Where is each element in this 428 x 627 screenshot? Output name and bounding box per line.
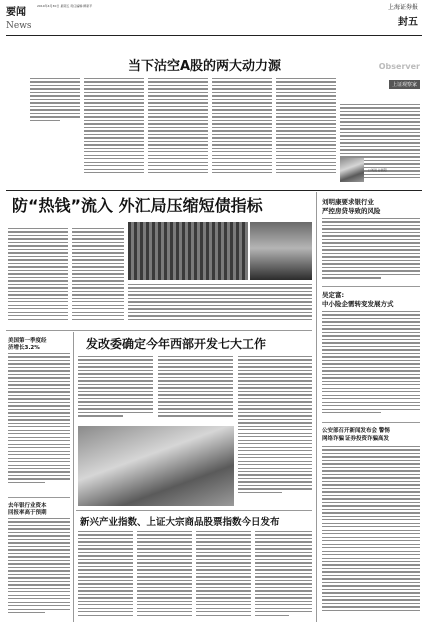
section-title-en: News (6, 21, 32, 31)
left-column-divider (73, 332, 74, 622)
section-rule (6, 190, 422, 191)
observer-badge (379, 62, 420, 90)
paper-name: 上海证券报 (387, 4, 418, 11)
left-brief-1-headline: 美国第一季度经 (8, 338, 47, 344)
bottom-story-col-2 (137, 531, 192, 622)
bottom-story-col-4 (255, 531, 312, 622)
issue-date: 2010年4月30日 星期五 责任编辑:柳新平 (37, 4, 93, 8)
mid-story-headline: 发改委确定今年西部开发七大工作 (86, 337, 267, 351)
mid-story-col-3 (238, 356, 312, 506)
page-number: 封五 (398, 17, 418, 28)
masthead (388, 2, 418, 28)
right-story-3-headline-2: 网络诈骗 (322, 436, 345, 442)
top-story-col-2 (148, 78, 208, 178)
right-story-3-headline-3: 证券投资诈骗高发 (345, 436, 390, 442)
top-story-col-1 (84, 78, 144, 178)
left-brief-1-text (8, 353, 70, 493)
bottom-rule (76, 510, 312, 511)
author-name: □刘进 谷晨阳 (368, 168, 387, 172)
right-divider-1 (322, 286, 420, 287)
mid-story-photo (78, 426, 234, 506)
right-story-1-headline-2: 严控房贷导致的风险 (322, 207, 381, 215)
lead-photo-2 (250, 222, 312, 280)
left-brief-1-headline-2: 济增长3.2% (8, 345, 40, 351)
mid-story-lead (78, 356, 153, 422)
top-story-col-3 (212, 78, 272, 178)
left-brief-2-text (8, 518, 70, 622)
top-story-headline: 当下沽空A股的两大动力源 (128, 59, 282, 74)
left-intro-text (30, 78, 80, 124)
section-title: 要闻 (6, 7, 26, 18)
lead-story-col-1 (8, 228, 68, 324)
right-story-1-headline: 刘明康要求银行业 (322, 198, 374, 206)
column-divider (316, 192, 317, 622)
right-story-3-text (322, 446, 420, 622)
lead-story-headline: 防“热钱”流入 外汇局压缩短债指标 (12, 196, 263, 215)
bottom-story-col-1 (78, 531, 133, 622)
right-story-3-headline: 公安部召开新闻发布会 警惕 (322, 428, 390, 434)
bottom-story-col-3 (196, 531, 251, 622)
right-story-1-text (322, 218, 420, 282)
author-photo (340, 158, 364, 182)
left-brief-2-headline-2: 回报率高于预期 (8, 510, 47, 516)
header-rule (6, 35, 422, 36)
right-divider-2 (322, 422, 420, 423)
top-story-col-4 (276, 78, 336, 178)
observer-label: Observer (378, 62, 420, 71)
left-brief-divider (8, 497, 70, 498)
bottom-story-headline: 新兴产业指数、上证大宗商品股票指数今日发布 (80, 517, 280, 528)
right-story-2-headline: 吴定富: (322, 291, 345, 299)
lead-story-col-3 (128, 284, 312, 324)
right-story-2-text (322, 311, 420, 419)
lead-photo (128, 222, 248, 280)
right-story-2-headline-2: 中小险企需转变发展方式 (322, 300, 394, 308)
lead-story-col-2 (72, 228, 124, 324)
mid-story-col-2 (158, 356, 233, 422)
observer-tag: 上证观察家 (389, 80, 420, 89)
left-brief-2-headline: 去年银行业资本 (8, 503, 47, 509)
mid-rule (6, 330, 312, 331)
